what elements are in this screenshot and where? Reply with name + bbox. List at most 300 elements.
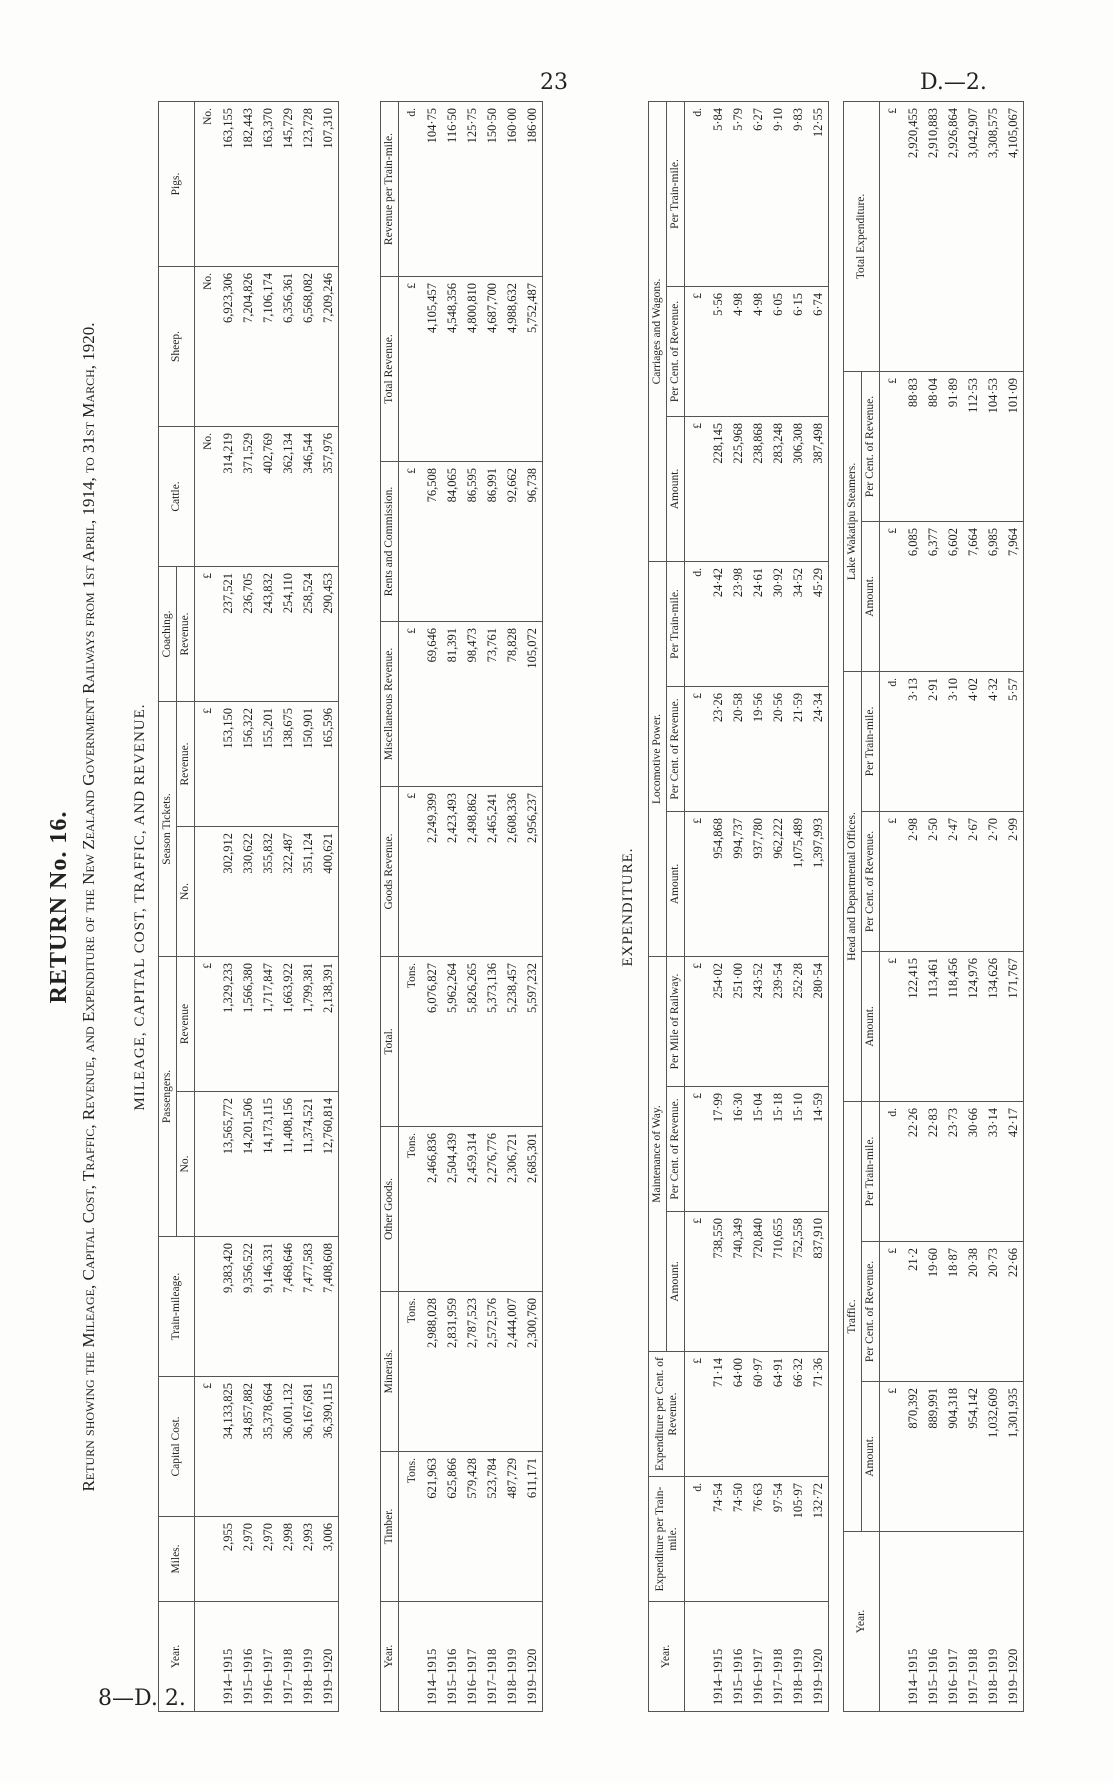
unit-label: £ [685,287,709,417]
table-cell: 2,910,883 [923,101,943,371]
col-group-carriages: Carriages and Wagons. [649,101,667,561]
table-cell: 69,646 [422,622,442,787]
table-cell: 2,423,493 [442,787,462,957]
return-description: Return showing the Mileage, Capital Cost, Traffic, Revenue, and Expenditure of the New Zealand Government Railways from 1st April, 1914, to 31st March, 1920. [79,322,98,1492]
table-cell: 2,787,523 [462,1292,482,1452]
col-header-other-goods: Other Goods. [381,1127,399,1292]
table-cell: 1,032,609 [983,1382,1003,1532]
table-cell: 239·54 [768,957,788,1087]
table-cell: 97·54 [768,1477,788,1602]
table-cell: 92,662 [502,462,522,622]
table-cell: 322,487 [278,827,298,957]
row-year-cell: 1918–1919 [983,1532,1003,1712]
table-cell: 138,675 [278,701,298,826]
table-cell: 34,857,882 [238,1377,258,1517]
table-cell: 5·56 [708,287,728,417]
unit-label: £ [880,371,904,521]
unit-label: £ [399,277,423,462]
table-cell: 2,498,862 [462,787,482,957]
table-cell: 2,920,455 [903,101,923,371]
row-year-cell: 1918–1919 [298,1602,318,1712]
table-cell: 1,301,935 [1003,1382,1024,1532]
table-cell: 2,276,776 [482,1127,502,1292]
rotated-return-content [28,82,1028,1732]
table-cell: 579,428 [462,1452,482,1602]
table-cell: 6,923,306 [218,266,238,426]
table-cell: 150,901 [298,701,318,826]
table-cell: 11,408,156 [278,1092,298,1237]
table-cell: 225,968 [728,417,748,562]
table-row [748,101,768,1711]
unit-label: Tons. [399,1127,423,1292]
table-cell: 5,373,136 [482,957,502,1127]
table-cell: 71·36 [808,1352,829,1477]
table-cell: 1,717,847 [258,957,278,1092]
table-cell: 954,142 [963,1382,983,1532]
col-header-misc-revenue: Miscellaneous Revenue. [381,622,399,787]
table-cell: 7,964 [1003,521,1024,671]
table-cell: 740,349 [728,1212,748,1352]
table-cell: 387,498 [808,417,829,562]
table-cell: 12,760,814 [318,1092,339,1237]
table-cell: 2,138,391 [318,957,339,1092]
row-year-cell: 1916–1917 [258,1602,278,1712]
table-cell: 6,377 [923,521,943,671]
row-year-cell: 1914–1915 [218,1602,238,1712]
col-group-season-tickets: Season Tickets. [159,701,177,956]
table-cell: 720,840 [748,1212,768,1352]
table-cell: 15·18 [768,1087,788,1212]
col-header-revenue-per-train-mile: Revenue per Train-mile. [381,102,399,277]
col-header-total-expenditure: Total Expenditure. [844,101,880,371]
unit-label: £ [880,951,904,1101]
table-row [768,101,788,1711]
table-cell: 160·00 [502,102,522,277]
table-row [963,101,983,1711]
col-header-passengers-no: No. [177,1092,195,1237]
table-cell: 5,238,457 [502,957,522,1127]
table-row [298,101,318,1711]
table-cell: 5,597,232 [522,957,543,1127]
table-cell: 4·02 [963,671,983,811]
row-year-cell: 1914–1915 [422,1602,442,1712]
mileage-traffic-table [158,101,339,1712]
row-year-cell: 1914–1915 [903,1532,923,1712]
table-cell: 314,219 [218,426,238,566]
table-cell: 870,392 [903,1382,923,1532]
table-cell: 2,504,439 [442,1127,462,1292]
row-year-cell: 1919–1920 [1003,1532,1024,1712]
col-header-per-cent: Per Cent. of Revenue. [862,811,880,951]
unit-label: d. [399,102,423,277]
table-cell: 123,728 [298,101,318,266]
table-cell: 9·10 [768,101,788,286]
table-cell: 5,752,487 [522,277,543,462]
table-cell: 7,408,608 [318,1237,339,1377]
signature-mark: 8—D. 2. [98,1686,186,1711]
table-cell: 621,963 [422,1452,442,1602]
table-cell: 4,105,457 [422,277,442,462]
table-cell: 4,548,356 [442,277,462,462]
table-cell: 12·55 [808,101,829,286]
table-cell: 7,477,583 [298,1237,318,1377]
col-group-coaching: Coaching. [159,566,177,701]
col-header-exp-per-cent: Expenditure per Cent. of Revenue. [649,1352,685,1477]
table-cell: 2,970 [258,1517,278,1602]
table-row [943,101,963,1711]
table-cell: 243·52 [748,957,768,1087]
table-cell: 30·92 [768,562,788,687]
table-cell: 76,508 [422,462,442,622]
table-cell: 19·56 [748,687,768,812]
unit-label: £ [195,1377,219,1517]
row-year-cell: 1915–1916 [728,1602,748,1712]
table-cell: 64·00 [728,1352,748,1477]
col-header-goods-revenue: Goods Revenue. [381,787,399,957]
table-cell: 78,828 [502,622,522,787]
col-header-per-cent: Per Cent. of Revenue. [862,1242,880,1382]
table-cell: 2,831,959 [442,1292,462,1452]
col-header-per-mile-railway: Per Mile of Railway. [667,957,685,1087]
table-cell: 1,075,489 [788,812,808,957]
table-cell: 3·10 [943,671,963,811]
unit-label: £ [685,1352,709,1477]
table-cell: 236,705 [238,566,258,701]
unit-label: Tons. [399,1452,423,1602]
col-group-head-offices: Head and Departmental Offices. [844,671,862,1101]
table-cell: 362,134 [278,426,298,566]
table-cell: 290,453 [318,566,339,701]
table-cell: 611,171 [522,1452,543,1602]
unit-label: £ [195,701,219,826]
table-row [708,101,728,1711]
table-cell: 2,988,028 [422,1292,442,1452]
table-cell: 122,415 [903,951,923,1101]
table-cell: 15·10 [788,1087,808,1212]
table-cell: 351,124 [298,827,318,957]
unit-label: No. [195,266,219,426]
unit-label: £ [880,521,904,671]
col-header-per-train-mile: Per Train-mile. [667,101,685,286]
table-cell: 35,378,664 [258,1377,278,1517]
table-cell: 4,687,700 [482,277,502,462]
table-cell: 2,608,336 [502,787,522,957]
col-group-maintenance: Maintenance of Way. [649,957,667,1352]
col-header-year: Year. [649,1602,685,1712]
row-year-cell: 1915–1916 [238,1602,258,1712]
table-row [728,101,748,1711]
unit-label: £ [685,1212,709,1352]
table-cell: 2,998 [278,1517,298,1602]
col-header-amount: Amount. [862,1382,880,1532]
table-cell: 6,085 [903,521,923,671]
table-row [808,101,829,1711]
unit-label: £ [195,957,219,1092]
table-cell: 73,761 [482,622,502,787]
table-row [923,101,943,1711]
col-header-season-revenue: Revenue. [177,701,195,826]
table-cell: 2,956,237 [522,787,543,957]
table-cell: 710,655 [768,1212,788,1352]
table-cell: 145,729 [278,101,298,266]
table-cell: 2·98 [903,811,923,951]
section-heading-expenditure: EXPENDITURE. [620,847,636,967]
row-year-cell: 1919–1920 [318,1602,339,1712]
col-header-per-cent: Per Cent. of Revenue. [862,371,880,521]
table-row [788,101,808,1711]
unit-label: d. [685,101,709,286]
table-cell: 2,993 [298,1517,318,1602]
table-cell: 22·83 [923,1101,943,1241]
table-cell: 9,356,522 [238,1237,258,1377]
col-group-lake-wakatipu: Lake Wakatipu Steamers. [844,371,862,671]
section-heading-mileage: MILEAGE, CAPITAL COST, TRAFFIC, AND REVENUE. [132,703,148,1111]
table-row [278,101,298,1711]
table-cell: 22·26 [903,1101,923,1241]
table-cell: 14,201,506 [238,1092,258,1237]
expenditure-offices-table [843,101,1024,1712]
col-header-capital-cost: Capital Cost. [159,1377,195,1517]
table-cell: 96,738 [522,462,543,622]
table-cell: 4,988,632 [502,277,522,462]
col-header-train-mileage: Train-mileage. [159,1237,195,1377]
col-header-timber: Timber. [381,1452,399,1602]
table-row [258,101,278,1711]
table-cell: 132·72 [808,1477,829,1602]
table-cell: 6·05 [768,287,788,417]
table-cell: 2,300,760 [522,1292,543,1452]
table-cell: 2,249,399 [422,787,442,957]
table-cell: 118,456 [943,951,963,1101]
table-cell: 153,150 [218,701,238,826]
table-cell: 21·2 [903,1242,923,1382]
return-title: RETURN No. 16. [46,810,72,1004]
unit-row [399,102,423,1712]
table-cell: 14·59 [808,1087,829,1212]
table-cell: 116·50 [442,102,462,277]
table-cell: 889,991 [923,1382,943,1532]
table-cell: 6,076,827 [422,957,442,1127]
table-cell: 487,729 [502,1452,522,1602]
unit-label: £ [880,1242,904,1382]
table-cell: 254,110 [278,566,298,701]
table-cell: 30·66 [963,1101,983,1241]
table-cell: 1,397,993 [808,812,829,957]
table-cell: 24·42 [708,562,728,687]
table-cell: 105,072 [522,622,543,787]
table-cell: 60·97 [748,1352,768,1477]
col-header-per-train-mile: Per Train-mile. [862,1101,880,1241]
table-cell: 9,383,420 [218,1237,238,1377]
table-cell: 19·60 [923,1242,943,1382]
table-cell: 84,065 [442,462,462,622]
unit-label: d. [880,671,904,811]
table-row [462,102,482,1712]
unit-label: £ [685,1087,709,1212]
table-cell: 13,565,772 [218,1092,238,1237]
table-cell: 5·57 [1003,671,1024,811]
table-cell: 21·59 [788,687,808,812]
col-header-amount: Amount. [667,1212,685,1352]
table-row [422,102,442,1712]
table-cell: 252·28 [788,957,808,1087]
table-cell: 156,322 [238,701,258,826]
table-cell: 962,222 [768,812,788,957]
table-cell: 937,780 [748,812,768,957]
table-cell: 6·15 [788,287,808,417]
table-cell: 163,155 [218,101,238,266]
unit-label: £ [685,812,709,957]
table-cell: 2,685,301 [522,1127,543,1292]
table-cell: 5,962,264 [442,957,462,1127]
col-header-per-cent: Per Cent. of Revenue. [667,687,685,812]
table-cell: 243,832 [258,566,278,701]
unit-row [880,101,904,1711]
table-cell: 238,868 [748,417,768,562]
col-header-total: Total. [381,957,399,1127]
col-header-total-revenue: Total Revenue. [381,277,399,462]
col-header-year: Year. [381,1602,399,1712]
table-cell: 5·79 [728,101,748,286]
table-cell: 42·17 [1003,1101,1024,1241]
table-row [502,102,522,1712]
col-header-exp-per-train-mile: Expenditure per Train-mile. [649,1477,685,1602]
table-row [238,101,258,1711]
table-cell: 107,310 [318,101,339,266]
table-cell: 2,970 [238,1517,258,1602]
table-row [442,102,462,1712]
col-header-amount: Amount. [667,812,685,957]
unit-label: £ [195,566,219,701]
unit-label: £ [880,811,904,951]
col-header-rents-commission: Rents and Commission. [381,462,399,622]
table-cell: 2·70 [983,811,1003,951]
row-year-cell: 1916–1917 [462,1602,482,1712]
table-cell: 2,466,836 [422,1127,442,1292]
table-cell: 1,329,233 [218,957,238,1092]
row-year-cell: 1919–1920 [522,1602,543,1712]
table-cell: 306,308 [788,417,808,562]
table-cell: 105·97 [788,1477,808,1602]
table-cell: 2·91 [923,671,943,811]
table-cell: 6,568,082 [298,266,318,426]
table-cell: 346,544 [298,426,318,566]
table-cell: 2·99 [1003,811,1024,951]
table-cell: 24·34 [808,687,829,812]
table-cell: 6,985 [983,521,1003,671]
col-header-amount: Amount. [862,951,880,1101]
table-cell: 171,767 [1003,951,1024,1101]
table-cell: 6,602 [943,521,963,671]
col-header-year: Year. [159,1602,195,1712]
unit-label: d. [685,1477,709,1602]
table-cell: 625,866 [442,1452,462,1602]
table-cell: 237,521 [218,566,238,701]
col-header-coaching-revenue: Revenue. [177,566,195,701]
table-cell: 994,737 [728,812,748,957]
table-cell: 112·53 [963,371,983,521]
table-cell: 14,173,115 [258,1092,278,1237]
table-cell: 1,566,380 [238,957,258,1092]
unit-label: £ [399,462,423,622]
table-cell: 837,910 [808,1212,829,1352]
table-cell: 6·27 [748,101,768,286]
table-cell: 11,374,521 [298,1092,318,1237]
table-cell: 6,356,361 [278,266,298,426]
col-group-locomotive: Locomotive Power. [649,562,667,957]
row-year-cell: 1918–1919 [788,1602,808,1712]
table-cell: 18·87 [943,1242,963,1382]
table-cell: 101·09 [1003,371,1024,521]
table-cell: 17·99 [708,1087,728,1212]
table-cell: 228,145 [708,417,728,562]
table-cell: 3,308,575 [983,101,1003,371]
unit-label: No. [195,101,219,266]
table-cell: 45·29 [808,562,829,687]
table-cell: 355,832 [258,827,278,957]
table-cell: 4,800,810 [462,277,482,462]
table-cell: 258,524 [298,566,318,701]
table-cell: 64·91 [768,1352,788,1477]
unit-label: £ [399,787,423,957]
table-cell: 9·83 [788,101,808,286]
table-cell: 22·66 [1003,1242,1024,1382]
table-cell: 104·53 [983,371,1003,521]
goods-revenue-table [380,101,543,1712]
row-year-cell: 1917–1918 [768,1602,788,1712]
col-header-season-no: No. [177,827,195,957]
table-cell: 98,473 [462,622,482,787]
table-cell: 4·98 [728,287,748,417]
table-cell: 88·83 [903,371,923,521]
table-row [903,101,923,1711]
table-cell: 2·67 [963,811,983,951]
table-row [983,101,1003,1711]
table-cell: 23·73 [943,1101,963,1241]
table-cell: 2,572,576 [482,1292,502,1452]
table-cell: 752,558 [788,1212,808,1352]
expenditure-table [648,101,829,1712]
table-cell: 71·14 [708,1352,728,1477]
table-cell: 371,529 [238,426,258,566]
table-cell: 954,868 [708,812,728,957]
table-row [318,101,339,1711]
document-code: D.—2. [920,70,987,95]
table-cell: 3·13 [903,671,923,811]
col-header-cattle: Cattle. [159,426,195,566]
col-header-year: Year. [844,1532,880,1712]
table-cell: 2,955 [218,1517,238,1602]
table-cell: 1,663,922 [278,957,298,1092]
page-number: 23 [540,70,568,95]
table-cell: 2,444,007 [502,1292,522,1452]
table-cell: 254·02 [708,957,728,1087]
table-cell: 104·75 [422,102,442,277]
col-header-per-train-mile: Per Train-mile. [667,562,685,687]
table-cell: 81,391 [442,622,462,787]
col-header-amount: Amount. [667,417,685,562]
unit-label: £ [685,957,709,1087]
table-cell: 34,133,825 [218,1377,238,1517]
col-header-sheep: Sheep. [159,266,195,426]
table-cell: 251·00 [728,957,748,1087]
table-cell: 6·74 [808,287,829,417]
table-cell: 86,595 [462,462,482,622]
table-cell: 150·50 [482,102,502,277]
col-group-traffic: Traffic. [844,1101,862,1531]
row-year-cell: 1918–1919 [502,1602,522,1712]
table-cell: 36,167,681 [298,1377,318,1517]
